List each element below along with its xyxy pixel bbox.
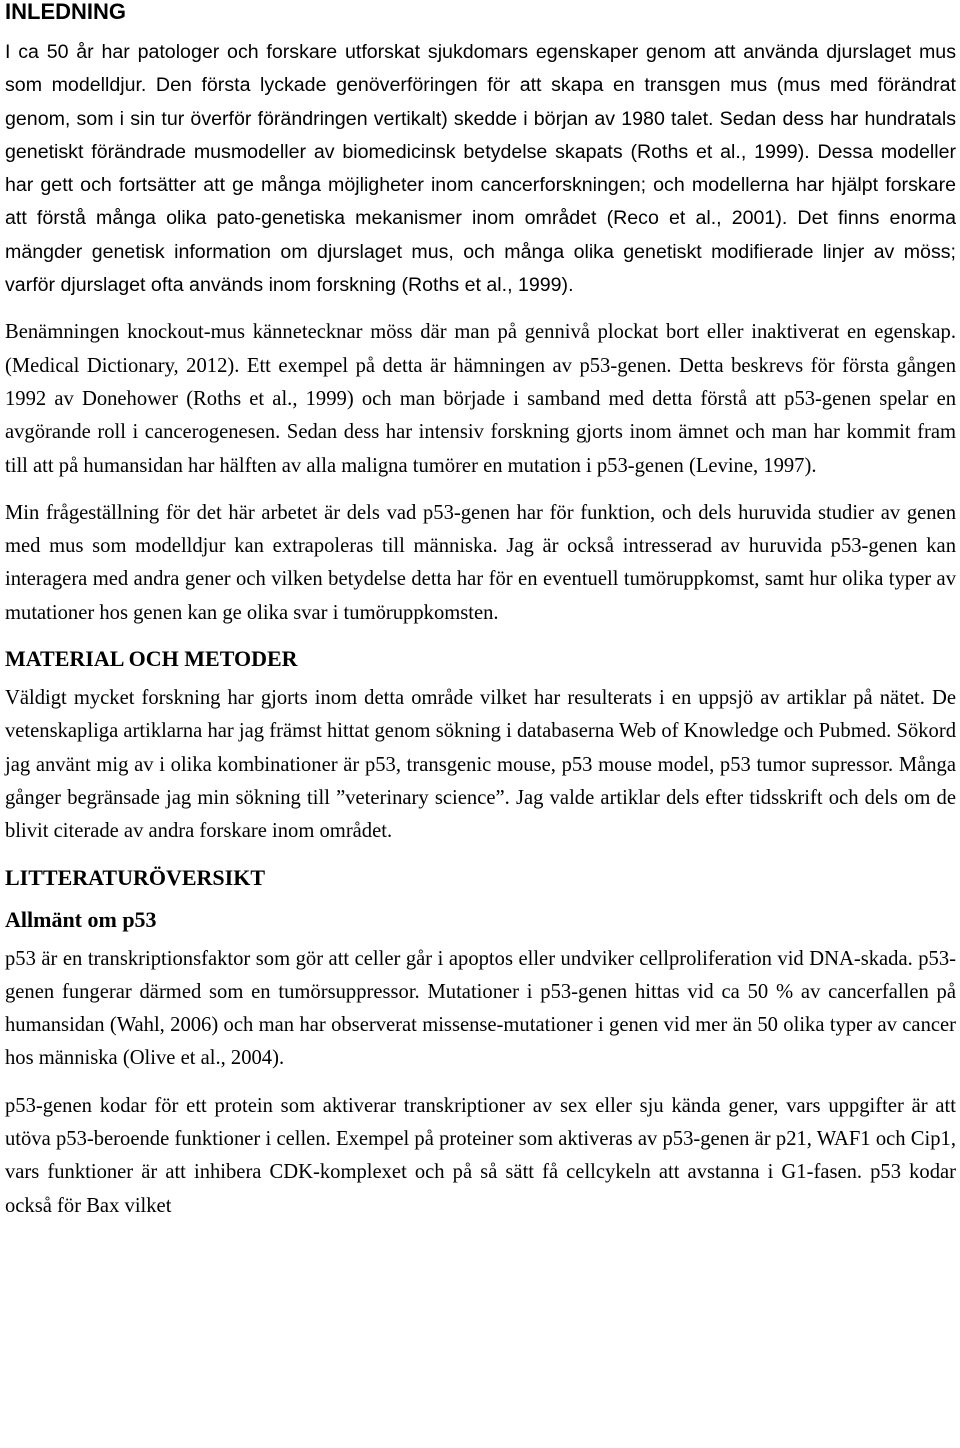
methods-paragraph-1: Väldigt mycket forskning har gjorts inom detta område vilket har resulterats i en uppsjö av artiklar på nätet. De vetenskapliga artiklarna har jag främst hittat genom sökning i databaserna Web of Knowledge och Pubmed. Sökord jag använt mig av i olika kombinationer är p53, transgenic mouse, p53 mouse model, p53 tumor supressor. Många gånger begränsade jag min sökning till ”veterinary science”. Jag valde artiklar dels efter tidsskrift och dels om de blivit citerade av andra forskare inom området. <box>5 687 956 843</box>
heading-inledning: INLEDNING <box>5 0 126 24</box>
heading-material-och-metoder: MATERIAL OCH METODER <box>5 646 298 672</box>
intro-paragraph-1: I ca 50 år har patologer och forskare utforskat sjukdomars egenskaper genom att använda djurslaget mus som modelldjur. Den första lyckade genöverföringen för att skapa en transgen mus (mus med förändrat genom, som i sin tur överför förändringen vertikalt) skedde i början av 1980 talet. Sedan dess har hundratals genetiskt förändrade musmodeller av biomedicinsk betydelse skapats (Roths et al., 1999). Dessa modeller har gett och fortsätter att ge många möjligheter inom cancerforskningen; och modellerna har hjälpt forskare att förstå många olika pato-genetiska mekanismer inom området (Reco et al., 2001). Det finns enorma mängder genetisk information om djurslaget mus, och många olika genetiskt modifierade linjer av möss; varför djurslaget ofta används inom forskning (Roths et al., 1999). <box>5 41 956 297</box>
intro-paragraph-3: Min frågeställning för det här arbetet är dels vad p53-genen har för funktion, och dels huruvida studier av genen med mus som modelldjur kan extrapoleras till människa. Jag är också intresserad av huruvida p53-genen kan interagera med andra gener och vilken betydelse detta har för en eventuell tumöruppkomst, samt hur olika typer av mutationer hos genen kan ge olika svar i tumöruppkomsten. <box>5 501 956 624</box>
review-paragraph-1: p53 är en transkriptionsfaktor som gör att celler går i apoptos eller undviker cellproliferation vid DNA-skada. p53-genen fungerar därmed som en tumörsuppressor. Mutationer i p53-genen hittas vid ca 50 % av cancerfallen på humansidan (Wahl, 2006) och man har observerat missense-mutationer i genen vid mer än 50 olika typer av cancer hos människa (Olive et al., 2004). <box>5 947 956 1070</box>
review-paragraph-2: p53-genen kodar för ett protein som aktiverar transkriptioner av sex eller sju kända gener, vars uppgifter är att utöva p53-beroende funktioner i cellen. Exempel på proteiner som aktiveras av p53-genen är p21, WAF1 och Cip1, vars funktioner är att inhibera CDK-komplexet och på så sätt få cellcykeln att avstanna i G1-fasen. p53 kodar också för Bax vilket <box>5 1094 956 1217</box>
document-page <box>5 0 956 1223</box>
heading-litteraturoversikt: LITTERATURÖVERSIKT <box>5 864 265 890</box>
subheading-allmant-om-p53: Allmänt om p53 <box>5 906 157 932</box>
intro-paragraph-2: Benämningen knockout-mus kännetecknar möss där man på gennivå plockat bort eller inaktiverat en egenskap. (Medical Dictionary, 2012). Ett exempel på detta är hämningen av p53-genen. Detta beskrevs för första gången 1992 av Donehower (Roths et al., 1999) och man började i samband med detta förstå att p53-genen spelar en avgörande roll i cancerogenesen. Sedan dess har intensiv forskning gjorts inom ämnet och man har kommit fram till att på humansidan har hälften av alla maligna tumörer en mutation i p53-genen (Levine, 1997). <box>5 321 956 477</box>
